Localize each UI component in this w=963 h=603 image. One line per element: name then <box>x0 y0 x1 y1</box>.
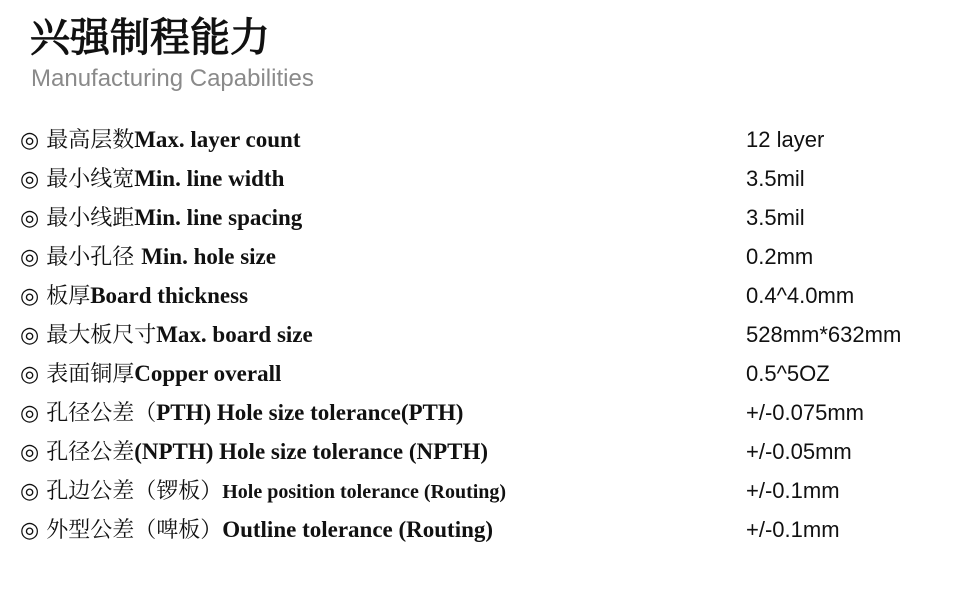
capability-row-board-size <box>20 315 950 354</box>
capability-label-cn: ◎ 表面铜厚 <box>20 362 135 387</box>
capability-row-hole-position-tolerance <box>20 471 950 510</box>
capability-label <box>20 471 506 512</box>
capability-value: 3.5mil <box>746 166 805 191</box>
capability-value: 0.5^5OZ <box>746 361 830 386</box>
capability-row-copper-overall <box>20 354 950 393</box>
capability-label-cn: ◎ 孔径公差（ <box>20 401 157 426</box>
capability-label-cn: ◎ 孔径公差 <box>20 440 135 465</box>
capability-label-en: Outline tolerance (Routing) <box>222 517 494 542</box>
capability-label-cn: ◎ 最小线距 <box>20 206 135 231</box>
capability-value: 3.5mil <box>746 205 805 230</box>
capability-row-hole-size <box>20 237 950 276</box>
capability-label <box>20 354 281 394</box>
capability-label-cn: ◎ 最小孔径 <box>20 245 142 270</box>
capability-label-en: Board thickness <box>90 283 249 308</box>
capability-label <box>20 510 493 550</box>
capability-label <box>20 198 302 238</box>
capability-row-layer-count <box>20 120 950 159</box>
capability-label-en: Max. board size <box>156 322 313 347</box>
capability-value: 12 layer <box>746 127 825 152</box>
capability-label <box>20 393 463 433</box>
page-title: 兴强制程能力 <box>30 15 270 61</box>
capability-label <box>20 237 276 277</box>
capability-value: 528mm*632mm <box>746 322 902 347</box>
capability-label-cn: ◎ 孔边公差（锣板） <box>20 479 223 504</box>
capability-row-npth-tolerance <box>20 432 950 471</box>
capability-row-line-width <box>20 159 950 198</box>
capability-label-cn: ◎ 最高层数 <box>20 128 135 153</box>
capability-row-board-thickness <box>20 276 950 315</box>
capability-label-cn: ◎ 外型公差（啤板） <box>20 518 223 543</box>
capability-label-en: Min. hole size <box>141 244 276 269</box>
capability-label-cn: ◎ 板厚 <box>20 284 91 309</box>
page-subtitle: Manufacturing Capabilities <box>31 65 314 92</box>
capability-label <box>20 315 313 355</box>
capability-label-en: Copper overall <box>134 361 282 386</box>
capability-label-en: (NPTH) Hole size tolerance (NPTH) <box>134 439 489 464</box>
capability-label-en: PTH) Hole size tolerance(PTH) <box>156 400 464 425</box>
capability-row-pth-tolerance <box>20 393 950 432</box>
capability-label-cn: ◎ 最小线宽 <box>20 167 135 192</box>
capability-value: +/-0.1mm <box>746 478 840 503</box>
capability-value: 0.2mm <box>746 244 814 269</box>
capability-label-en: Hole position tolerance (Routing) <box>222 481 507 503</box>
capability-label-en: Min. line width <box>134 166 285 191</box>
capability-label <box>20 120 301 160</box>
capability-label <box>20 432 488 472</box>
capability-value: +/-0.1mm <box>746 517 840 542</box>
capability-label <box>20 159 284 199</box>
capability-label-en: Max. layer count <box>134 127 301 152</box>
capability-label <box>20 276 248 316</box>
capability-label-cn: ◎ 最大板尺寸 <box>20 323 157 348</box>
capability-label-en: Min. line spacing <box>134 205 303 230</box>
capability-row-line-spacing <box>20 198 950 237</box>
capability-value: +/-0.05mm <box>746 439 852 464</box>
capability-list <box>20 120 950 549</box>
capability-row-outline-tolerance <box>20 510 950 549</box>
capability-value: +/-0.075mm <box>746 400 864 425</box>
capability-value: 0.4^4.0mm <box>746 283 855 308</box>
